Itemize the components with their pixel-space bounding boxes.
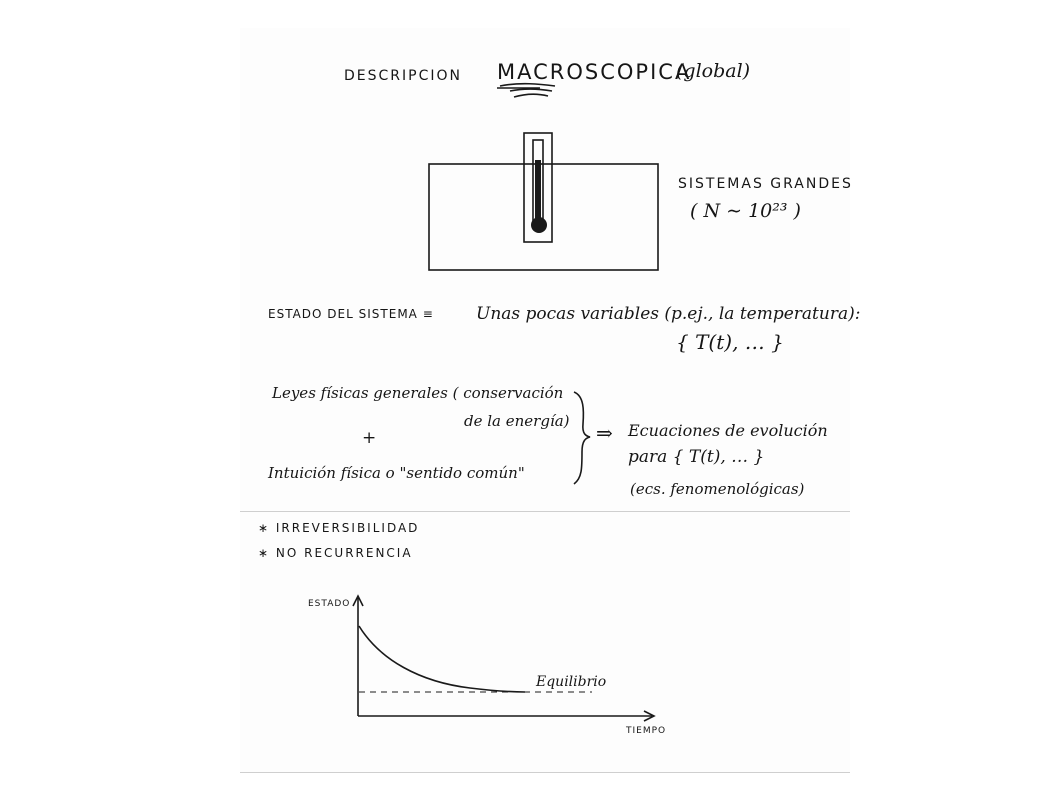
laws-result2: para { T(t), … } — [628, 447, 765, 467]
state-lhs: ESTADO DEL SISTEMA ≡ — [268, 307, 434, 321]
graph-axes — [353, 596, 654, 721]
graph-decay-curve — [359, 626, 525, 692]
title-main: MACROSCOPICA — [497, 60, 692, 84]
laws-line3: Intuición física o "sentido común" — [268, 464, 525, 482]
property-irreversibility: ∗ IRREVERSIBILIDAD — [258, 521, 420, 535]
laws-brace — [574, 392, 590, 484]
graph-annotation-equilibrium: Equilibrio — [536, 674, 607, 690]
property-no-recurrence: ∗ NO RECURRENCIA — [258, 546, 413, 560]
laws-result3: (ecs. fenomenológicas) — [630, 480, 805, 498]
system-label-line2: ( N ∼ 10²³ ) — [690, 200, 801, 222]
laws-arrow: ⇒ — [596, 421, 613, 445]
laws-line1: Leyes físicas generales ( conservación — [272, 384, 564, 402]
laws-plus: + — [362, 428, 377, 448]
thermometer-icon — [524, 133, 552, 242]
title-suffix: (global) — [676, 60, 751, 82]
laws-line2: de la energía) — [464, 412, 570, 430]
graph-y-label: ESTADO — [308, 599, 351, 609]
system-label-line1: SISTEMAS GRANDES — [678, 176, 853, 192]
title-prefix: DESCRIPCION — [344, 68, 462, 84]
laws-result1: Ecuaciones de evolución — [628, 421, 828, 440]
state-rhs: Unas pocas variables (p.ej., la temperatura): — [476, 304, 861, 324]
state-set: { T(t), … } — [676, 330, 784, 354]
title-squiggle-underline — [500, 84, 555, 97]
graph-x-label: TIEMPO — [626, 726, 667, 736]
